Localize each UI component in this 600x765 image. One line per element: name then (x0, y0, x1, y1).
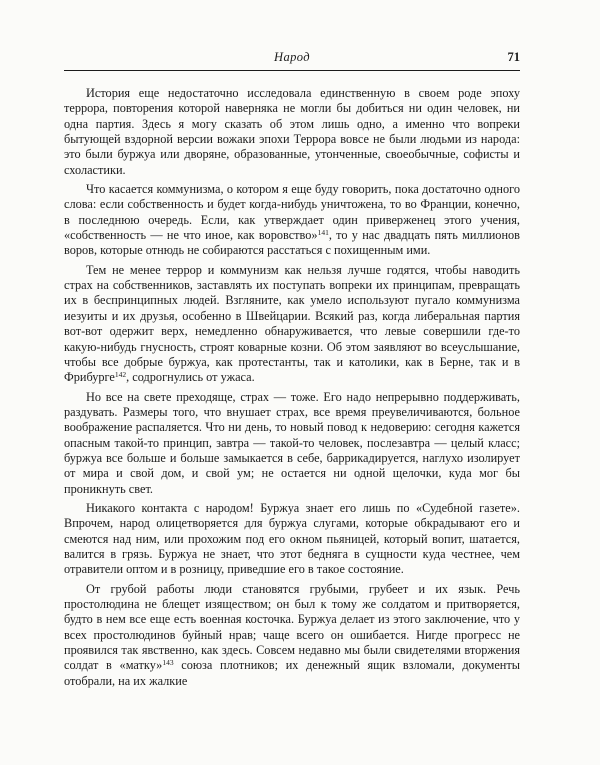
text-run: История еще недостаточно исследовала единственную в своем роде эпоху террора, повторения которой наверняка не могли бы добиться ни один человек, ни одна партия. Здесь я могу сказать об этом лишь одно, а именно что вопреки бытующей вздорной версии вожаки эпохи Террора вовсе не были людьми из народа: это были буржуа или дворяне, образованные, утонченные, своеобычные, софисты и схоластики. (64, 86, 520, 177)
body-text (64, 86, 520, 693)
running-title: Народ (274, 50, 310, 64)
paragraph (64, 182, 520, 259)
page-number: 71 (507, 50, 520, 64)
text-run: , то у нас двадцать пять миллионов воров, которые отнюдь не собираются расстаться с похищенным ими. (64, 228, 520, 258)
paragraph (64, 86, 520, 178)
paragraph (64, 582, 520, 689)
paragraph (64, 390, 520, 497)
footnote-ref: 141 (317, 228, 329, 238)
text-run: , содрогнулись от ужаса. (126, 370, 255, 385)
text-run: Тем не менее террор и коммунизм как нельзя лучше годятся, чтобы наводить страх на собственников, заставлять их поступать вопреки их принципам, превращать их в беспринципных людей. Взгляните, как умело используют пугало коммунизма иезуиты и их друзья, особенно в Швейцарии. Всякий раз, когда либеральная партия вот-вот одержит верх, немедленно обнаруживается, что левые совершили где-то какую-нибудь гнусность, строят коварные козни. Об этом заявляют во всеуслышание, чтобы все добрые буржуа, как протестанты, так и католики, как в Берне, так и в Фрибурге (64, 262, 520, 385)
text-run: союза плотников; их денежный ящик взломали, документы отобрали, на их жалкие (64, 658, 520, 688)
header-rule (64, 70, 520, 71)
footnote-ref: 142 (114, 370, 127, 380)
text-run: От грубой работы люди становятся грубыми, грубеет и их язык. Речь простолюдина не блещет изяществом; он был к тому же солдатом и притворяется, будто в нем все еще есть военная косточка. Буржуа делает из этого заключение, что у всех простолюдинов буйный нрав; чаще всего он ошибается. Нигде прогресс не проявился так явственно, как здесь. Совсем недавно мы были свидетелями вторжения солдат в «матку» (64, 581, 520, 673)
text-run: Но все на свете преходяще, страх — тоже. Его надо непрерывно поддерживать, раздувать. Размеры того, что внушает страх, все время преувеличиваются, больное воображение распаляется. Что ни день, то новый повод к недоверию: сегодня кажется опасным такой-то принцип, завтра — такой-то человек, послезавтра — целый класс; буржуа все больше и больше замыкается в себе, баррикадируется, наглухо изолирует от мира и свой дом, и свой ум; не остается ни одной щелочки, куда мог бы проникнуть свет. (64, 389, 520, 496)
paragraph (64, 263, 520, 386)
page-header (64, 50, 520, 70)
footnote-ref: 143 (162, 658, 174, 668)
paragraph (64, 501, 520, 578)
text-run: Что касается коммунизма, о котором я еще буду говорить, пока достаточно одного слова: если собственность и будет когда-нибудь уничтожена, то во Франции, конечно, в последнюю очередь. Если, как утверждает один приверженец этого учения, «собственность — не что иное, как воровство» (64, 182, 520, 243)
text-run: Никакого контакта с народом! Буржуа знает его лишь по «Судебной газете». Впрочем, народ олицетворяется для буржуа слугами, которые обкрадывают его и смеются над ним, или прохожим под его окном пьяницей, который вопит, шатается, валится в грязь. Буржуа не знает, что этот бедняга в сущности куда честнее, чем отравители оптом и в розницу, приведшие его в такое состояние. (64, 500, 520, 577)
